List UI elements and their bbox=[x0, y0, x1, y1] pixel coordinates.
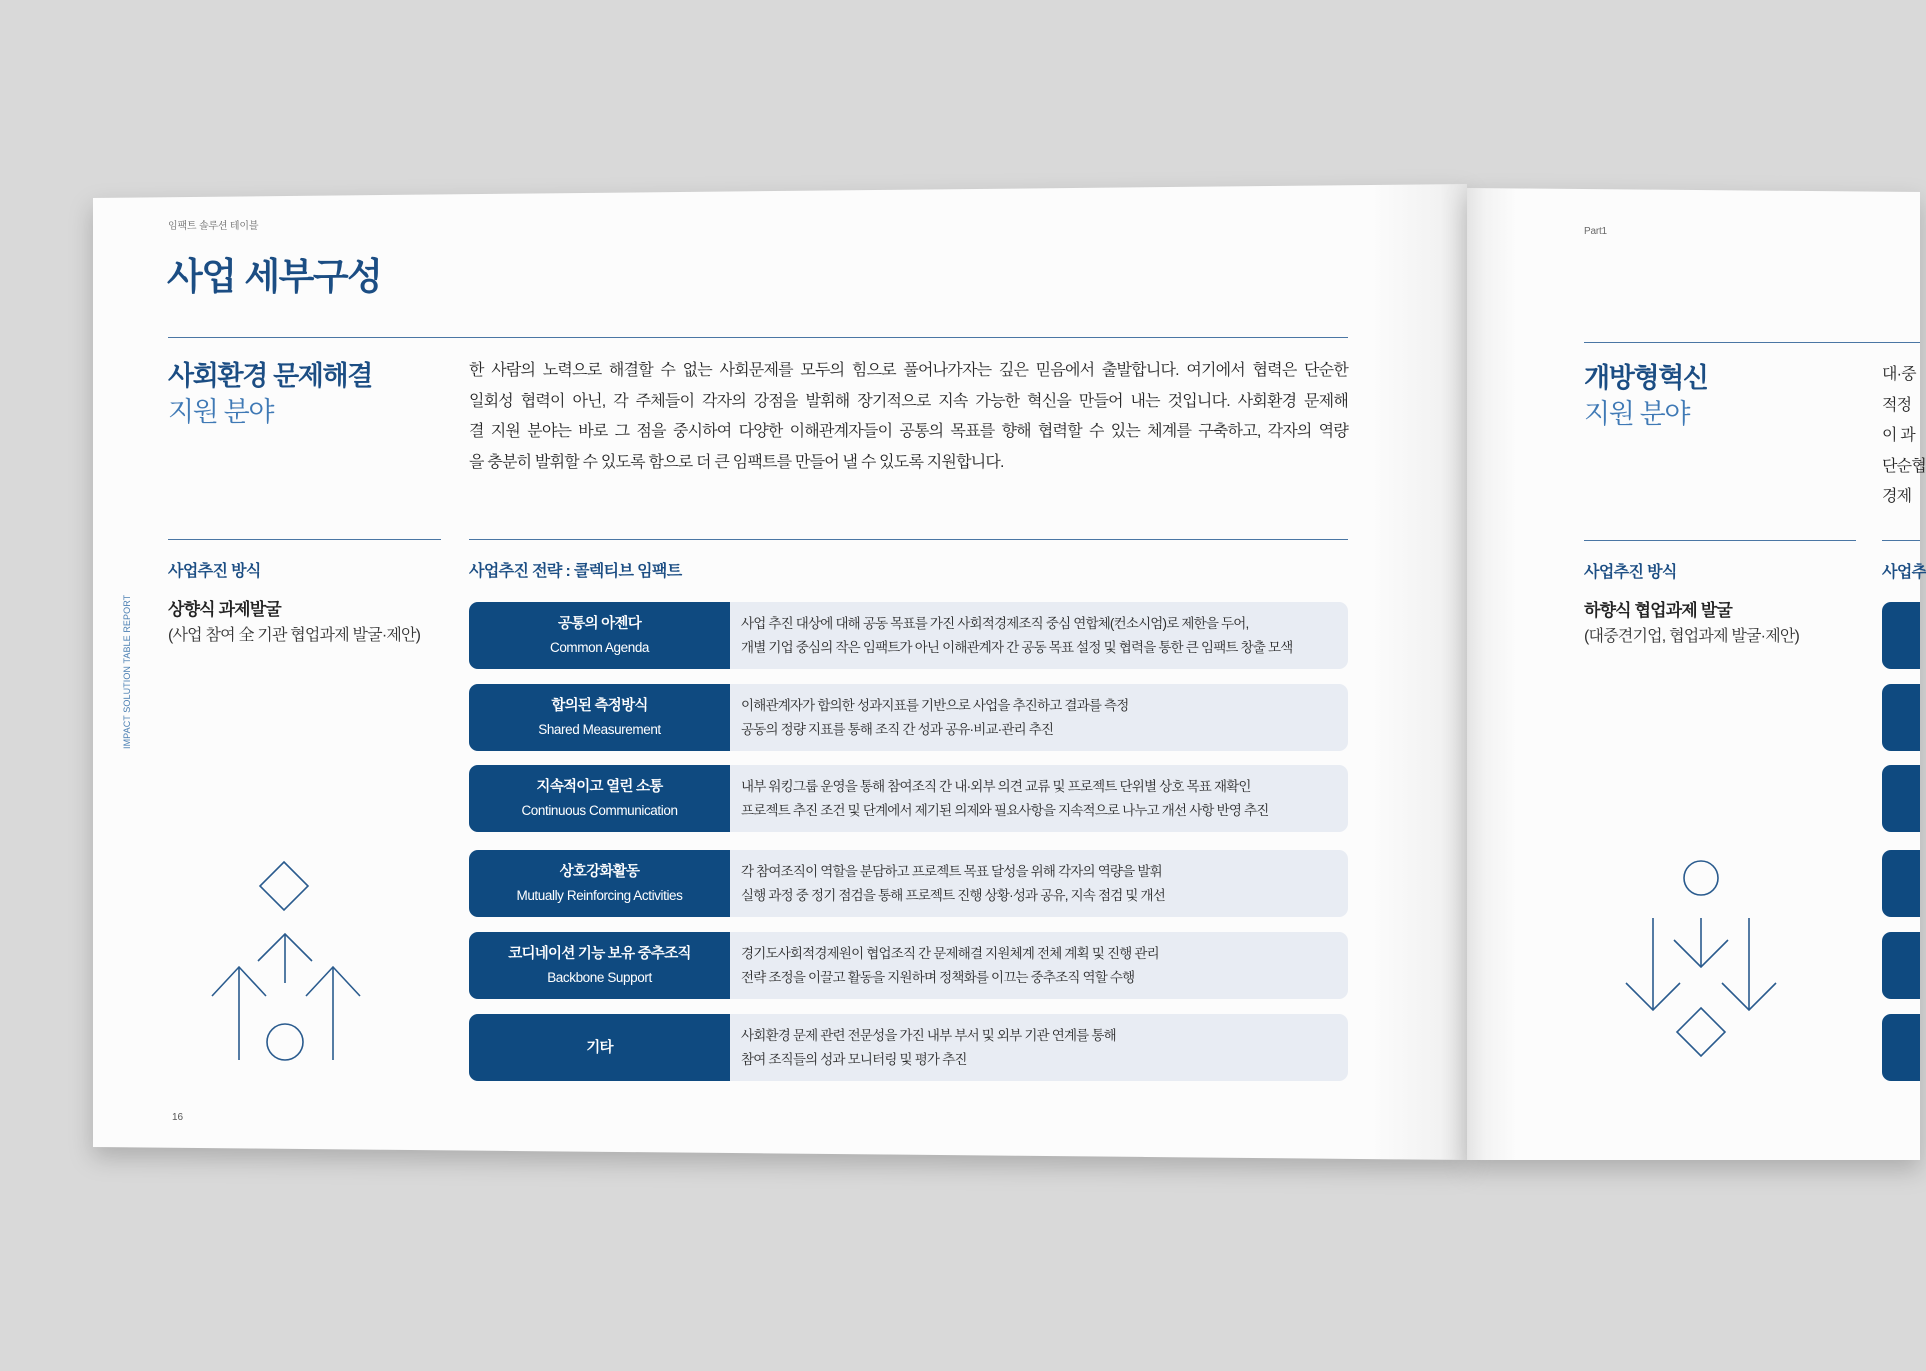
strategy-heading-cut: 사업추 bbox=[1882, 564, 1926, 581]
strategy-row-cut bbox=[1882, 1014, 1920, 1081]
intro-paragraph bbox=[469, 356, 1348, 478]
row-label-korean: 기타 bbox=[586, 1039, 613, 1056]
section-title: 사회환경 문제해결 bbox=[168, 361, 373, 391]
method-divider bbox=[168, 539, 441, 540]
row-description-line: 경기도사회적경제원이 협업조직 간 문제해결 지원체계 전체 계획 및 진행 관리 bbox=[741, 945, 1159, 961]
row-label-korean: 합의된 측정방식 bbox=[551, 697, 648, 714]
strategy-row-description bbox=[730, 765, 1348, 832]
method-divider bbox=[1584, 540, 1856, 541]
row-label-korean: 코디네이션 기능 보유 중추조직 bbox=[508, 945, 691, 962]
strategy-row bbox=[469, 932, 1348, 999]
strategy-row-label bbox=[469, 850, 730, 917]
strategy-row-description bbox=[730, 850, 1348, 917]
section-subtitle: 지원 분야 bbox=[168, 397, 274, 427]
row-description-line: 내부 워킹그룹 운영을 통해 참여조직 간 내·외부 의견 교류 및 프로젝트 단위별 상호 목표 재확인 bbox=[741, 778, 1251, 794]
strategy-divider bbox=[1882, 540, 1920, 541]
intro-line: 을 충분히 발휘할 수 있도록 함으로 더 큰 임팩트를 만들어 낼 수 있도록 지원합니다. bbox=[469, 453, 1004, 471]
intro-fragment: 적정 bbox=[1882, 396, 1912, 414]
strategy-row-cut bbox=[1882, 932, 1920, 999]
intro-fragment: 대·중 bbox=[1882, 366, 1916, 383]
strategy-row-description bbox=[730, 602, 1348, 669]
strategy-row-cut bbox=[1882, 684, 1920, 751]
row-description-line: 각 참여조직이 역할을 분담하고 프로젝트 목표 달성을 위해 각자의 역량을 발휘 bbox=[741, 863, 1162, 879]
strategy-row-label bbox=[469, 602, 730, 669]
strategy-row-cut bbox=[1882, 850, 1920, 917]
method-heading: 사업추진 방식 bbox=[168, 563, 261, 580]
strategy-row-description bbox=[730, 932, 1348, 999]
method-name: 하향식 협업과제 발굴 bbox=[1584, 601, 1732, 620]
strategy-row-label bbox=[469, 1014, 730, 1081]
diamond-up-arrows-circle-icon bbox=[200, 850, 380, 1070]
circle-shape bbox=[267, 1024, 303, 1060]
row-description-line: 실행 과정 중 정기 점검을 통해 프로젝트 진행 상황·성과 공유, 지속 점검 및 개선 bbox=[741, 887, 1166, 903]
side-report-label: IMPACT SOLUTION TABLE REPORT bbox=[122, 594, 132, 750]
title-divider bbox=[168, 337, 1348, 338]
strategy-row-cut bbox=[1882, 765, 1920, 832]
method-name: 상향식 과제발굴 bbox=[168, 600, 281, 619]
strategy-row bbox=[469, 602, 1348, 669]
row-label-english: Continuous Communication bbox=[521, 802, 678, 818]
row-label-english: Common Agenda bbox=[549, 639, 650, 655]
row-label-english: Mutually Reinforcing Activities bbox=[516, 887, 683, 903]
row-description-line: 이해관계자가 합의한 성과지표를 기반으로 사업을 추진하고 결과를 측정 bbox=[741, 697, 1129, 713]
diamond-shape bbox=[1677, 1008, 1725, 1056]
strategy-row-description bbox=[730, 684, 1348, 751]
intro-paragraph-cut bbox=[1882, 360, 1926, 513]
row-label-korean: 공통의 아젠다 bbox=[558, 615, 641, 632]
intro-fragment: 단순협 bbox=[1882, 457, 1926, 475]
row-description-line: 프로젝트 추진 조건 및 단계에서 제기된 의제와 필요사항을 지속적으로 나누고 개선 사항 반영 추진 bbox=[741, 802, 1269, 818]
row-description-line: 개별 기업 중심의 작은 임팩트가 아닌 이해관계자 간 공동 목표 설정 및 협력을 통한 큰 임팩트 창출 모색 bbox=[741, 639, 1293, 655]
row-description-line: 사업 추진 대상에 대해 공동 목표를 가진 사회적경제조직 중심 연합체(컨소시엄)로 제한을 두어, bbox=[741, 615, 1249, 631]
intro-line: 한 사람의 노력으로 해결할 수 없는 사회문제를 모두의 힘으로 풀어나가자는 깊은 믿음에서 출발합니다. 여기에서 협력은 단순한 bbox=[469, 362, 1348, 379]
running-header: Part1 bbox=[1584, 226, 1607, 237]
strategy-row-description bbox=[730, 1014, 1348, 1081]
row-description-line: 사회환경 문제 관련 전문성을 가진 내부 부서 및 외부 기관 연계를 통해 bbox=[741, 1027, 1116, 1043]
row-description-line: 공동의 정량 지표를 통해 조직 간 성과 공유·비교·관리 추진 bbox=[741, 721, 1054, 737]
intro-fragment: 이 과 bbox=[1882, 427, 1915, 444]
method-heading: 사업추진 방식 bbox=[1584, 564, 1677, 581]
section-subtitle: 지원 분야 bbox=[1584, 399, 1690, 429]
strategy-divider bbox=[469, 539, 1348, 540]
strategy-row bbox=[469, 684, 1348, 751]
row-label-english: Backbone Support bbox=[547, 969, 652, 985]
row-label-korean: 상호강화활동 bbox=[559, 863, 640, 880]
running-header: 임팩트 솔루션 테이블 bbox=[168, 221, 259, 232]
intro-line: 일회성 협력이 아닌, 각 주체들이 각자의 강점을 발휘해 장기적으로 지속 가능한 혁신을 만들어 내는 것입니다. 사회환경 문제해 bbox=[469, 392, 1348, 410]
strategy-row bbox=[469, 765, 1348, 832]
page-number: 16 bbox=[172, 1112, 184, 1123]
section-title: 개방형혁신 bbox=[1584, 363, 1708, 393]
row-label-korean: 지속적이고 열린 소통 bbox=[536, 778, 663, 795]
method-detail: (대중견기업, 협업과제 발굴·제안) bbox=[1584, 628, 1800, 645]
row-description-line: 전략 조정을 이끌고 활동을 지원하며 정책화를 이끄는 중추조직 역할 수행 bbox=[741, 969, 1135, 985]
page-title: 사업 세부구성 bbox=[167, 256, 382, 297]
strategy-row-label bbox=[469, 684, 730, 751]
strategy-row bbox=[469, 850, 1348, 917]
diamond-shape bbox=[260, 862, 308, 910]
row-description-line: 참여 조직들의 성과 모니터링 및 평가 추진 bbox=[741, 1051, 967, 1067]
strategy-row-cut bbox=[1882, 602, 1920, 669]
circle-down-arrows-diamond-icon bbox=[1610, 850, 1800, 1065]
intro-line: 결 지원 분야는 바로 그 점을 중시하여 다양한 이해관계자들이 공통의 목표를 향해 협력할 수 있는 체계를 구축하고, 각자의 역량 bbox=[469, 423, 1348, 440]
intro-fragment: 경제 bbox=[1882, 488, 1912, 505]
method-detail: (사업 참여 全 기관 협업과제 발굴·제안) bbox=[168, 627, 421, 644]
circle-shape bbox=[1684, 861, 1718, 895]
strategy-row bbox=[469, 1014, 1348, 1081]
strategy-row-label bbox=[469, 932, 730, 999]
title-divider bbox=[1584, 342, 1920, 343]
row-label-english: Shared Measurement bbox=[538, 721, 661, 737]
strategy-heading: 사업추진 전략 : 콜렉티브 임팩트 bbox=[469, 563, 682, 580]
strategy-row-label bbox=[469, 765, 730, 832]
